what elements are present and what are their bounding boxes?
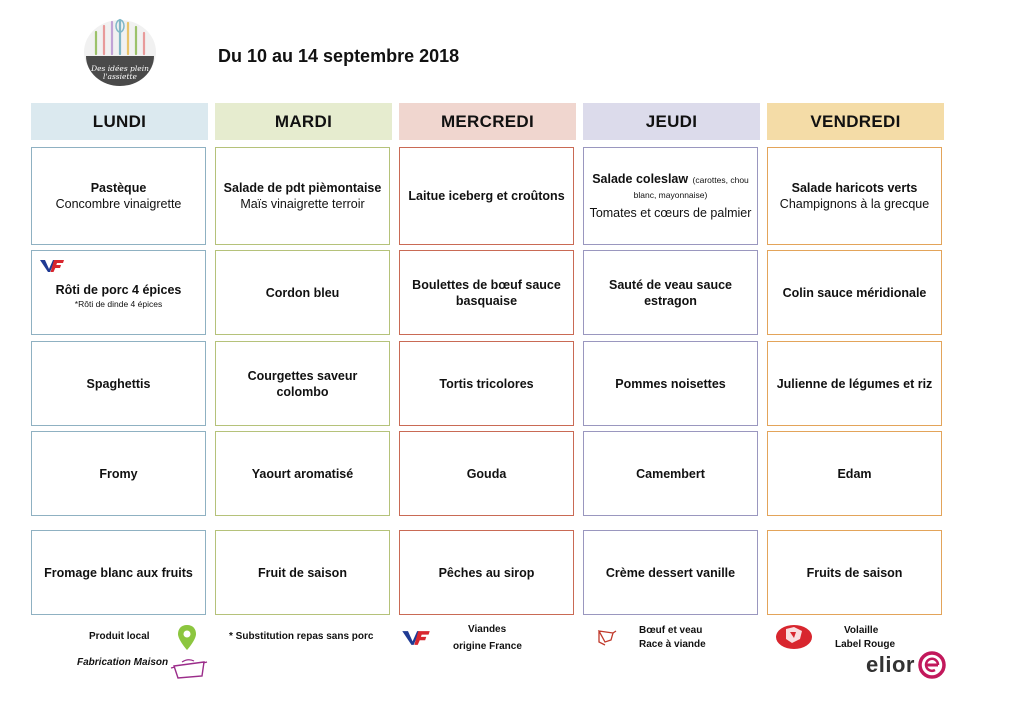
main-course-main: Rôti de porc 4 épices [55,282,182,297]
main-course-cell-mardi [215,250,390,335]
dessert-cell-lundi [31,530,206,615]
main-course-main: Colin sauce méridionale [782,285,927,300]
main-course-substitution: *Rôti de dinde 4 épices [74,298,163,309]
side-cell-lundi [31,341,206,426]
side-text: Pommes noisettes [615,376,726,391]
elior-logo [866,651,946,679]
main-course-main: Sauté de veau sauce estragon [609,277,732,308]
legend-substitution: * Substitution repas sans porc [229,631,374,642]
day-header-mercredi: MERCREDI [399,103,576,140]
starter-cell-vendredi [767,147,942,245]
cooking-pot-icon [170,658,208,680]
dessert-cell-jeudi [583,530,758,615]
legend-boeuf-line1: Bœuf et veau [639,625,703,636]
side-cell-jeudi [583,341,758,426]
starter-main: Laitue iceberg et croûtons [408,189,565,203]
beef-race-icon [596,628,618,648]
legend-viandes-line2: origine France [453,641,522,652]
starter-detail: (carottes, chou blanc, mayonnaise) [633,175,749,200]
starter-cell-jeudi [583,147,758,245]
dessert-text: Crème dessert vanille [605,565,736,580]
day-header-lundi: LUNDI [31,103,208,140]
dessert-text: Fromage blanc aux fruits [44,565,193,580]
starter-cell-mardi [215,147,390,245]
svg-text:l'assiette: l'assiette [103,72,137,81]
starter-sub: Champignons à la grecque [779,197,930,211]
starter-cell-lundi [31,147,206,245]
cheese-cell-mardi [215,431,390,516]
starter-sub: Tomates et cœurs de palmier [589,206,752,220]
starter-cell-mercredi [399,147,574,245]
logo-text: Des idées plein [91,64,149,73]
main-course-cell-vendredi [767,250,942,335]
side-cell-mardi [215,341,390,426]
cheese-text: Gouda [466,466,507,481]
starter-main: Pastèque [90,181,147,195]
map-pin-icon [176,624,198,652]
cheese-cell-jeudi [583,431,758,516]
side-text: Spaghettis [86,376,151,391]
dessert-text: Fruit de saison [258,565,347,580]
legend-volaille-line2: Label Rouge [835,639,896,650]
starter-main: Salade de pdt pièmontaise [223,181,382,195]
brand-logo [82,16,158,86]
dessert-text: Fruits de saison [806,565,903,580]
cheese-text: Camembert [636,466,705,481]
viande-france-icon [401,630,431,646]
side-cell-mercredi [399,341,574,426]
dessert-text: Pêches au sirop [438,565,535,580]
main-course-cell-mercredi [399,250,574,335]
starter-sub: Maïs vinaigrette terroir [240,197,365,211]
legend-viandes-line1: Viandes [468,624,507,635]
starter-main: Salade haricots verts [791,181,918,195]
day-header-mardi: MARDI [215,103,392,140]
label-rouge-icon [774,623,814,651]
cheese-cell-lundi [31,431,206,516]
starter-sub: Concombre vinaigrette [55,197,182,211]
dessert-cell-vendredi [767,530,942,615]
side-text: Tortis tricolores [439,376,534,391]
starter-main: Salade coleslaw [592,172,689,186]
day-header-vendredi: VENDREDI [767,103,944,140]
side-cell-vendredi [767,341,942,426]
legend-boeuf-line2: Race à viande [639,639,706,650]
main-course-cell-lundi [31,250,206,335]
cheese-text: Yaourt aromatisé [251,466,354,481]
dessert-cell-mercredi [399,530,574,615]
elior-e-icon [918,651,946,679]
legend-fabrication-maison: Fabrication Maison [77,657,169,668]
dessert-cell-mardi [215,530,390,615]
elior-wordmark: elior [866,652,915,677]
legend-produit-local: Produit local [89,631,150,642]
main-course-cell-jeudi [583,250,758,335]
cheese-cell-mercredi [399,431,574,516]
cheese-text: Fromy [99,466,138,481]
side-text: Julienne de légumes et riz [776,376,933,391]
day-header-jeudi: JEUDI [583,103,760,140]
main-course-main: Cordon bleu [265,285,340,300]
side-text: Courgettes saveur colombo [247,368,358,399]
cheese-text: Edam [837,466,872,481]
legend-volaille-line1: Volaille [844,625,879,636]
cheese-cell-vendredi [767,431,942,516]
page-title: Du 10 au 14 septembre 2018 [218,46,460,66]
viande-france-icon [40,259,64,273]
main-course-main: Boulettes de bœuf sauce basquaise [412,277,561,308]
